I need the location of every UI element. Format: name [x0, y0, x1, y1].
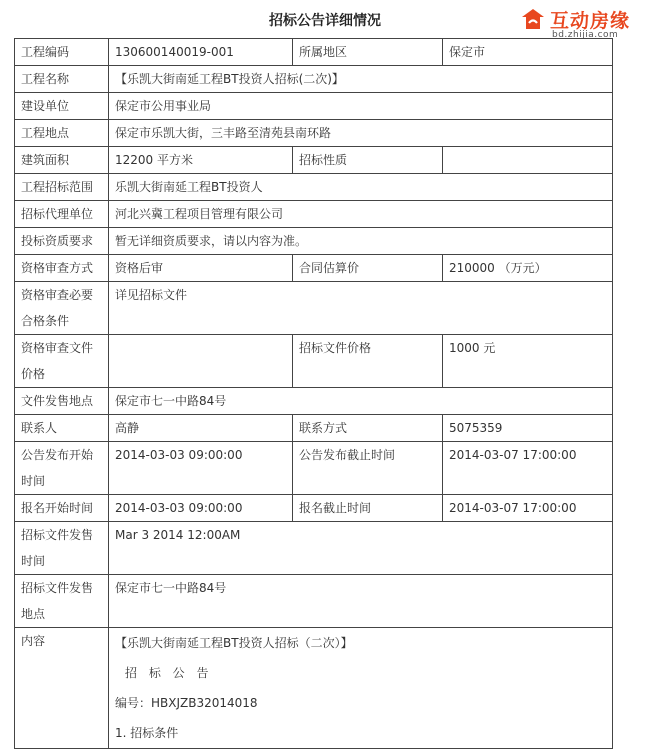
agent-value: 河北兴冀工程项目管理有限公司	[109, 201, 613, 228]
bid-doc-price-value: 1000 元	[443, 335, 613, 388]
contract-price-label: 合同估算价	[293, 255, 443, 282]
page-title: 招标公告详细情况	[269, 13, 381, 29]
doc-sale-time-label: 招标文件发售时间	[15, 522, 109, 575]
signup-end-label: 报名截止时间	[293, 495, 443, 522]
table-row	[15, 282, 613, 335]
table-row	[15, 174, 613, 201]
publish-end-label: 公告发布截止时间	[293, 442, 443, 495]
bid-doc-price-label: 招标文件价格	[293, 335, 443, 388]
table-row	[15, 388, 613, 415]
doc-sale-place-label: 招标文件发售地点	[15, 575, 109, 628]
logo-icon	[520, 7, 546, 33]
doc-place-value: 保定市七一中路84号	[109, 388, 613, 415]
contact-label: 联系人	[15, 415, 109, 442]
review-doc-price-label: 资格审查文件价格	[15, 335, 109, 388]
contact-method-value: 5075359	[443, 415, 613, 442]
table-row	[15, 628, 613, 749]
logo-url: bd.zhijia.com	[552, 30, 619, 40]
qualification-label: 投标资质要求	[15, 228, 109, 255]
builder-label: 建设单位	[15, 93, 109, 120]
qualification-value: 暂无详细资质要求，请以内容为准。	[109, 228, 613, 255]
table-row	[15, 147, 613, 174]
agent-label: 招标代理单位	[15, 201, 109, 228]
bid-nature-label: 招标性质	[293, 147, 443, 174]
review-method-value: 资格后审	[109, 255, 293, 282]
location-value: 保定市乐凯大街，三丰路至清苑县南环路	[109, 120, 613, 147]
contract-price-value: 210000 （万元）	[443, 255, 613, 282]
project-name-value: 【乐凯大街南延工程BT投资人招标(二次)】	[109, 66, 613, 93]
content-line: 招 标 公 告	[125, 666, 213, 680]
builder-value: 保定市公用事业局	[109, 93, 613, 120]
area-label: 建筑面积	[15, 147, 109, 174]
publish-end-value: 2014-03-07 17:00:00	[443, 442, 613, 495]
publish-start-label: 公告发布开始时间	[15, 442, 109, 495]
tender-details-table	[14, 38, 613, 749]
review-method-label: 资格审查方式	[15, 255, 109, 282]
publish-start-value: 2014-03-03 09:00:00	[109, 442, 293, 495]
table-row	[15, 575, 613, 628]
logo-name: 互动房缘	[550, 10, 631, 32]
project-name-label: 工程名称	[15, 66, 109, 93]
review-conditions-label: 资格审查必要合格条件	[15, 282, 109, 335]
location-label: 工程地点	[15, 120, 109, 147]
content-value	[109, 628, 613, 749]
doc-sale-place-value: 保定市七一中路84号	[109, 575, 613, 628]
scope-label: 工程招标范围	[15, 174, 109, 201]
review-doc-price-value	[109, 335, 293, 388]
table-row	[15, 39, 613, 66]
table-row	[15, 66, 613, 93]
region-label: 所属地区	[293, 39, 443, 66]
contact-method-label: 联系方式	[293, 415, 443, 442]
area-value: 12200 平方米	[109, 147, 293, 174]
table-row	[15, 120, 613, 147]
project-no-label: 工程编码	[15, 39, 109, 66]
content-line: 1. 招标条件	[115, 726, 179, 740]
content-label: 内容	[15, 628, 109, 749]
table-row	[15, 415, 613, 442]
doc-sale-time-value: Mar 3 2014 12:00AM	[109, 522, 613, 575]
signup-end-value: 2014-03-07 17:00:00	[443, 495, 613, 522]
table-row	[15, 201, 613, 228]
table-row	[15, 495, 613, 522]
signup-start-value: 2014-03-03 09:00:00	[109, 495, 293, 522]
content-line: 编号：HBXJZB32014018	[115, 696, 258, 710]
contact-value: 高静	[109, 415, 293, 442]
site-logo[interactable]	[520, 4, 650, 40]
doc-place-label: 文件发售地点	[15, 388, 109, 415]
table-row	[15, 255, 613, 282]
content-line: 【乐凯大街南延工程BT投资人招标（二次）】	[115, 636, 353, 650]
table-row	[15, 228, 613, 255]
scope-value: 乐凯大街南延工程BT投资人	[109, 174, 613, 201]
review-conditions-value: 详见招标文件	[109, 282, 613, 335]
signup-start-label: 报名开始时间	[15, 495, 109, 522]
project-no-value: 130600140019-001	[109, 39, 293, 66]
table-row	[15, 93, 613, 120]
region-value: 保定市	[443, 39, 613, 66]
bid-nature-value	[443, 147, 613, 174]
table-row	[15, 335, 613, 388]
table-row	[15, 442, 613, 495]
table-row	[15, 522, 613, 575]
